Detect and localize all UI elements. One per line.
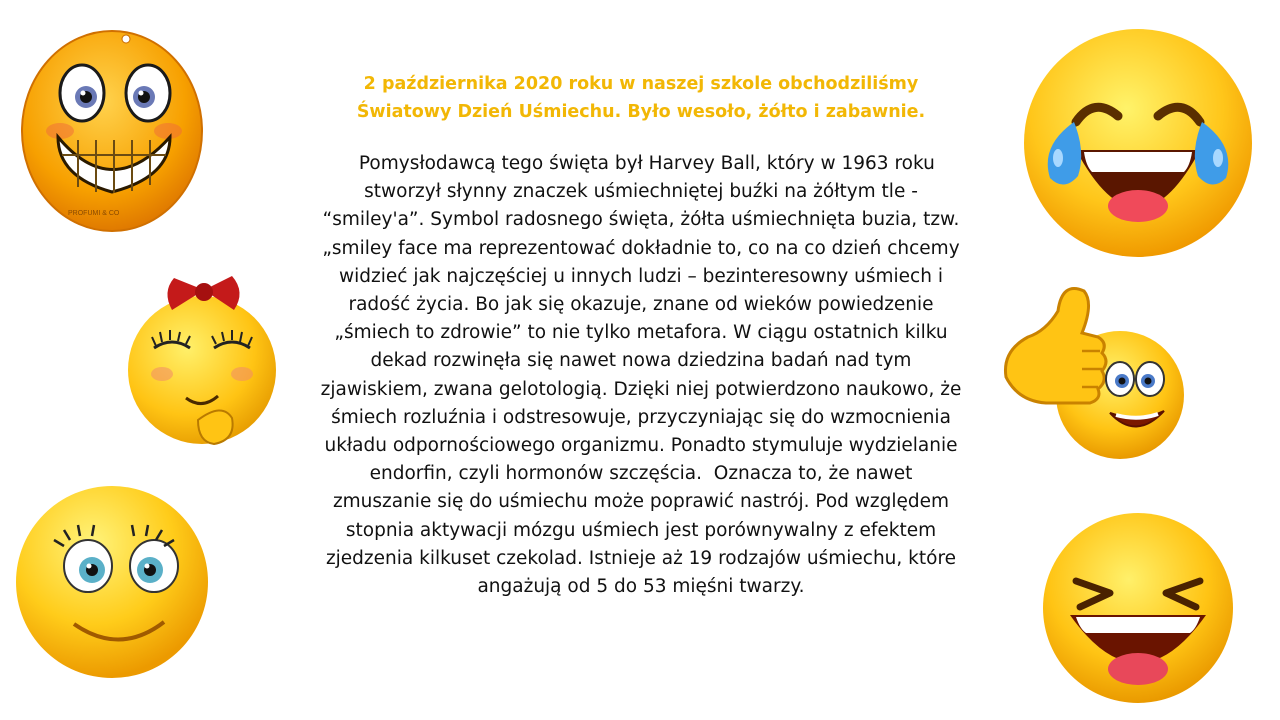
grinning-smiley-tag-icon bbox=[20, 27, 204, 233]
brand-logo-text: PROFUMI & CO bbox=[68, 210, 120, 217]
laughing-face-icon bbox=[1040, 511, 1236, 705]
smiley-girl-with-bow-icon bbox=[126, 270, 280, 454]
smiley-thumbs-up-icon bbox=[998, 281, 1188, 465]
smiling-face-eyelashes-icon bbox=[14, 484, 210, 680]
face-with-tears-of-joy-icon bbox=[1020, 26, 1256, 260]
slide-body-text: Pomysłodawcą tego święta był Harvey Ball, który w 1963 roku stworzył słynny znaczek uśmiechniętej buźki na żółtym tle - “smiley'a”. Symbol radosnego święta, żółta uśmiechnięta buzia, tzw. „smiley face ma reprezentować dokładnie to, co na co dzień chcemy widzieć jak najczęściej u innych ludzi – bezinteresowny uśmiech i radość życia. Bo jak się okazuje, znane od wieków powiedzenie „śmiech to zdrowie” to nie tylko metafora. W ciągu ostatnich kilku dekad rozwinęła się nawet nowa dziedzina badań nad tym zjawiskiem, zwana gelotologią. Dzięki niej potwierdzono naukowo, że śmiech rozluźnia i odstresowuje, przyczyniając się do wzmocnienia układu odpornościowego organizmu. Ponadto stymuluje wydzielanie endorfin, czyli hormonów szczęścia. Oznacza to, że nawet zmuszanie się do uśmiechu może poprawić nastrój. Pod względem stopnia aktywacji mózgu uśmiech jest porównywalny z efektem zjedzenia kilkuset czekolad. Istnieje aż 19 rodzajów uśmiechu, które angażują od 5 do 53 mięśni twarzy. bbox=[320, 153, 968, 598]
slide-text-block bbox=[318, 70, 968, 601]
slide-heading: 2 października 2020 roku w naszej szkole obchodziliśmy Światowy Dzień Uśmiechu. Było wesoło, żółto i zabawnie. bbox=[356, 74, 926, 122]
